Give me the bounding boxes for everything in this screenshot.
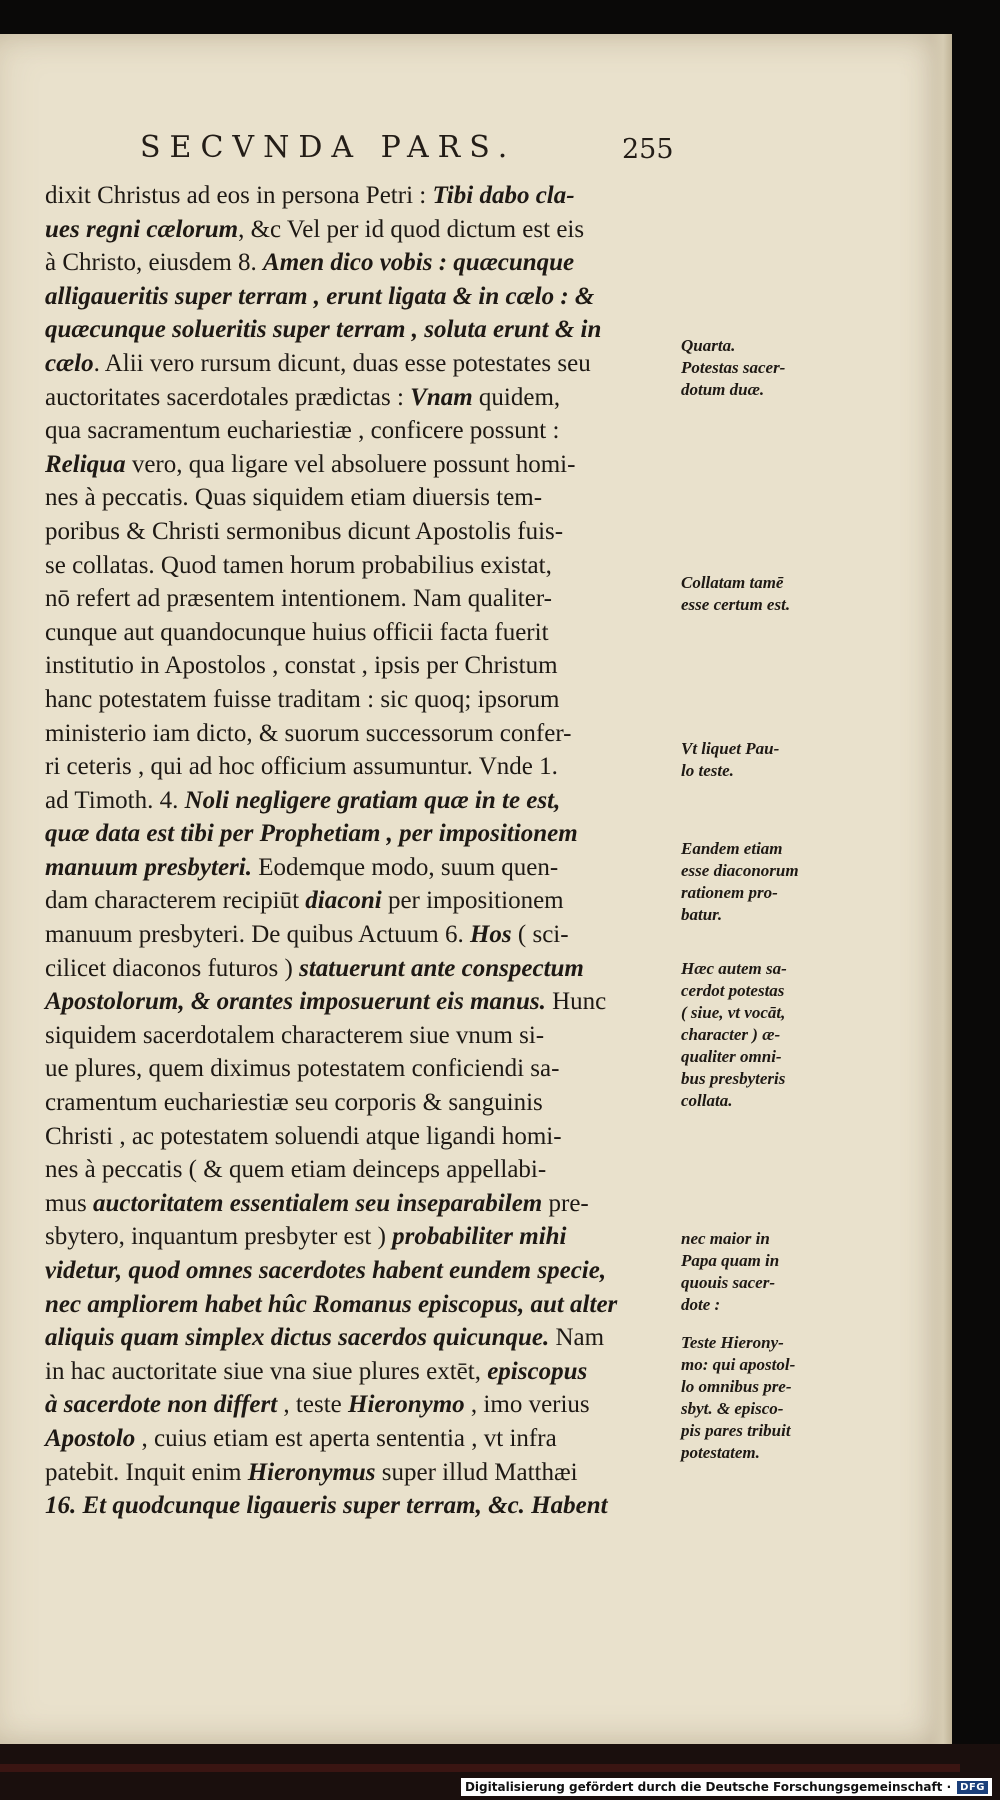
marginal-note-line: lo omnibus pre-: [681, 1377, 792, 1396]
digitization-credit: [461, 1778, 992, 1796]
marginal-note-line: lo teste.: [681, 761, 734, 780]
text-line: [45, 1321, 675, 1355]
text-line: [45, 381, 675, 415]
credit-text: Digitalisierung gefördert durch die Deutsche Forschungsgemeinschaft ·: [464, 1780, 952, 1794]
text-segment: , imo verius: [464, 1391, 590, 1419]
text-segment: cunque aut quandocunque huius officii facta fuerit: [45, 618, 549, 646]
text-line: [45, 1086, 675, 1120]
text-line: [45, 1019, 675, 1053]
text-line: [45, 1120, 675, 1154]
text-line: [45, 213, 675, 247]
text-segment: ri ceteris , qui ad hoc officium assumuntur. Vnde 1.: [45, 753, 558, 781]
italic-segment: statuerunt ante conspectum: [299, 954, 584, 982]
italic-segment: Apostolorum, & orantes imposuerunt eis manus.: [45, 988, 546, 1016]
text-line: [45, 851, 675, 885]
text-line: [45, 246, 675, 280]
text-line: [45, 1220, 675, 1254]
text-segment: Nam: [549, 1324, 605, 1352]
text-segment: vero, qua ligare vel absoluere possunt homi-: [125, 450, 576, 478]
italic-segment: episcopus: [487, 1357, 588, 1385]
marginal-note-line: Potestas sacer-: [681, 358, 786, 377]
italic-segment: Amen dico vobis : quæcunque: [263, 249, 575, 277]
marginal-note-line: potestatem.: [681, 1443, 760, 1462]
text-line: [45, 280, 675, 314]
text-line: [45, 313, 675, 347]
italic-segment: Reliqua: [45, 450, 126, 478]
text-segment: ad Timoth. 4.: [45, 786, 185, 814]
text-segment: sbytero, inquantum presbyter est ): [45, 1223, 393, 1251]
marginal-note: [681, 1332, 831, 1464]
dfg-logo: DFG: [957, 1781, 988, 1794]
italic-segment: à sacerdote non differt: [45, 1391, 278, 1419]
text-segment: à Christo, eiusdem 8.: [45, 249, 264, 277]
italic-segment: alligaueritis super terram , erunt ligata & in cælo : &: [45, 282, 595, 310]
italic-segment: videtur, quod omnes sacerdotes habent eundem specie,: [45, 1257, 607, 1284]
text-segment: nes à peccatis ( & quem etiam deinceps appellabi-: [45, 1156, 547, 1184]
text-line: [45, 1355, 675, 1389]
text-segment: super illud Matthæi: [375, 1458, 578, 1486]
italic-segment: Noli negligere gratiam quæ in te est,: [184, 786, 561, 814]
italic-segment: Hieronymo: [348, 1391, 465, 1419]
text-line: [45, 515, 675, 549]
text-segment: siquidem sacerdotalem characterem siue vnum si-: [45, 1021, 545, 1049]
marginal-note-line: dotum duæ.: [681, 380, 765, 399]
text-line: [45, 649, 675, 683]
marginal-note: [681, 335, 831, 401]
marginal-note: [681, 958, 831, 1112]
marginal-note: [681, 738, 831, 782]
text-line: [45, 481, 675, 515]
text-segment: qua sacramentum euchariestiæ , conficere possunt :: [45, 417, 560, 445]
text-line: [45, 1254, 675, 1288]
text-segment: institutio in Apostolos , constat , ipsis per Christum: [45, 652, 558, 680]
page-edge: [930, 34, 952, 1744]
text-segment: manuum presbyteri. De quibus Actuum 6.: [45, 921, 470, 949]
italic-segment: quæcunque solueritis super terram , soluta erunt & in: [45, 316, 602, 344]
text-segment: auctoritates sacerdotales prædictas :: [45, 383, 411, 411]
marginal-note-line: rationem pro-: [681, 883, 778, 902]
text-line: [45, 179, 675, 213]
page-number: 255: [622, 134, 674, 165]
italic-segment: ues regni cælorum: [45, 215, 239, 243]
text-segment: in hac auctoritate siue vna siue plures extēt,: [45, 1357, 488, 1385]
text-segment: . Alii vero rursum dicunt, duas esse potestates seu: [93, 349, 591, 377]
text-line: [45, 918, 675, 952]
italic-segment: auctoritatem essentialem seu inseparabilem: [92, 1189, 543, 1217]
marginal-note-line: mo: qui apostol-: [681, 1355, 796, 1374]
marginal-note-line: esse certum est.: [681, 595, 791, 614]
marginal-note-line: character ) æ-: [681, 1025, 781, 1044]
marginal-note-line: cerdot potestas: [681, 981, 785, 1000]
text-segment: cramentum euchariestiæ seu corporis & sanguinis: [45, 1089, 543, 1117]
text-line: [45, 683, 675, 717]
marginal-note-line: ( siue, vt vocāt,: [681, 1003, 786, 1022]
italic-segment: diaconi: [305, 887, 382, 915]
text-line: [45, 1422, 675, 1456]
text-line: [45, 884, 675, 918]
italic-segment: manuum presbyteri.: [45, 853, 252, 881]
text-segment: , &c Vel per id quod dictum est eis: [238, 215, 585, 243]
text-segment: per impositionem: [381, 887, 564, 915]
running-title: SECVNDA PARS.: [140, 130, 517, 165]
italic-segment: Apostolo: [45, 1424, 136, 1452]
text-segment: poribus & Christi sermonibus dicunt Apostolis fuis-: [45, 517, 564, 545]
text-line: [45, 750, 675, 784]
marginal-note-line: quouis sacer-: [681, 1273, 775, 1292]
marginal-note-line: Papa quam in: [681, 1251, 780, 1270]
text-segment: Christi , ac potestatem soluendi atque ligandi homi-: [45, 1122, 562, 1150]
marginal-note-line: esse diaconorum: [681, 861, 799, 880]
marginal-note-line: collata.: [681, 1091, 733, 1110]
marginal-note-line: Vt liquet Pau-: [681, 739, 780, 758]
marginal-note-line: qualiter omni-: [681, 1047, 782, 1066]
text-line: [45, 582, 675, 616]
text-line: [45, 1153, 675, 1187]
marginal-note-line: dote :: [681, 1295, 721, 1314]
marginal-note-line: Quarta.: [681, 336, 736, 355]
text-segment: , teste: [277, 1391, 348, 1419]
marginal-note: [681, 1228, 831, 1316]
marginal-note-line: sbyt. & episco-: [681, 1399, 784, 1418]
italic-segment: nec ampliorem habet hûc Romanus episcopus, aut alter: [45, 1290, 618, 1318]
marginal-note: [681, 838, 831, 926]
text-segment: Eodemque modo, suum quen-: [251, 853, 559, 881]
marginal-note-line: nec maior in: [681, 1229, 770, 1248]
text-line: [45, 985, 675, 1019]
text-line: [45, 1288, 675, 1322]
marginal-note-line: Collatam tamē: [681, 573, 784, 592]
text-line: [45, 1456, 675, 1490]
text-line: [45, 347, 675, 381]
text-segment: dixit Christus ad eos in persona Petri :: [45, 182, 433, 209]
text-line: [45, 1388, 675, 1422]
marginal-note-line: pis pares tribuit: [681, 1421, 791, 1440]
text-line: [45, 717, 675, 751]
text-line: [45, 1489, 675, 1523]
text-segment: quidem,: [472, 383, 561, 411]
text-segment: ( sci-: [511, 921, 569, 949]
main-text-block: [45, 179, 675, 1523]
text-line: [45, 549, 675, 583]
marginal-note-line: Eandem etiam: [681, 839, 783, 858]
marginal-note-line: bus presbyteris: [681, 1069, 786, 1088]
text-segment: nes à peccatis. Quas siquidem etiam diuersis tem-: [45, 484, 543, 512]
text-segment: cilicet diaconos futuros ): [45, 954, 300, 982]
text-segment: ministerio iam dicto, & suorum successorum confer-: [45, 719, 572, 747]
italic-segment: quæ data est tibi per Prophetiam , per impositionem: [45, 820, 578, 848]
italic-segment: Hos: [469, 921, 512, 949]
text-line: [45, 817, 675, 851]
italic-segment: 16. Et quodcunque ligaueris super terram, &c. Habent: [45, 1492, 608, 1520]
text-line: [45, 414, 675, 448]
italic-segment: aliquis quam simplex dictus sacerdos quicunque.: [45, 1324, 550, 1352]
italic-segment: Vnam: [410, 383, 473, 411]
text-segment: se collatas. Quod tamen horum probabilius existat,: [45, 551, 552, 579]
text-segment: hanc potestatem fuisse traditam : sic quoq; ipsorum: [45, 685, 560, 713]
marginal-note: [681, 572, 831, 616]
text-line: [45, 1052, 675, 1086]
text-line: [45, 1187, 675, 1221]
text-segment: , cuius etiam est aperta sententia , vt infra: [135, 1424, 557, 1452]
italic-segment: Tibi dabo cla-: [432, 182, 575, 209]
text-segment: Hunc: [545, 988, 607, 1016]
text-segment: mus: [45, 1189, 93, 1217]
text-segment: pre-: [542, 1189, 589, 1217]
text-line: [45, 784, 675, 818]
marginal-note-line: Teste Hierony-: [681, 1333, 784, 1352]
italic-segment: probabiliter mihi: [392, 1223, 567, 1251]
marginal-note-line: Hæc autem sa-: [681, 959, 787, 978]
text-line: [45, 952, 675, 986]
marginal-note-line: batur.: [681, 905, 723, 924]
text-segment: dam characterem recipiūt: [45, 887, 306, 915]
text-line: [45, 616, 675, 650]
text-line: [45, 448, 675, 482]
book-edge-band: [0, 1764, 960, 1772]
text-segment: nō refert ad præsentem intentionem. Nam qualiter-: [45, 585, 552, 613]
text-segment: patebit. Inquit enim: [45, 1458, 248, 1486]
text-segment: ue plures, quem diximus potestatem conficiendi sa-: [45, 1055, 560, 1083]
italic-segment: cælo: [45, 349, 94, 377]
italic-segment: Hieronymus: [247, 1458, 376, 1486]
